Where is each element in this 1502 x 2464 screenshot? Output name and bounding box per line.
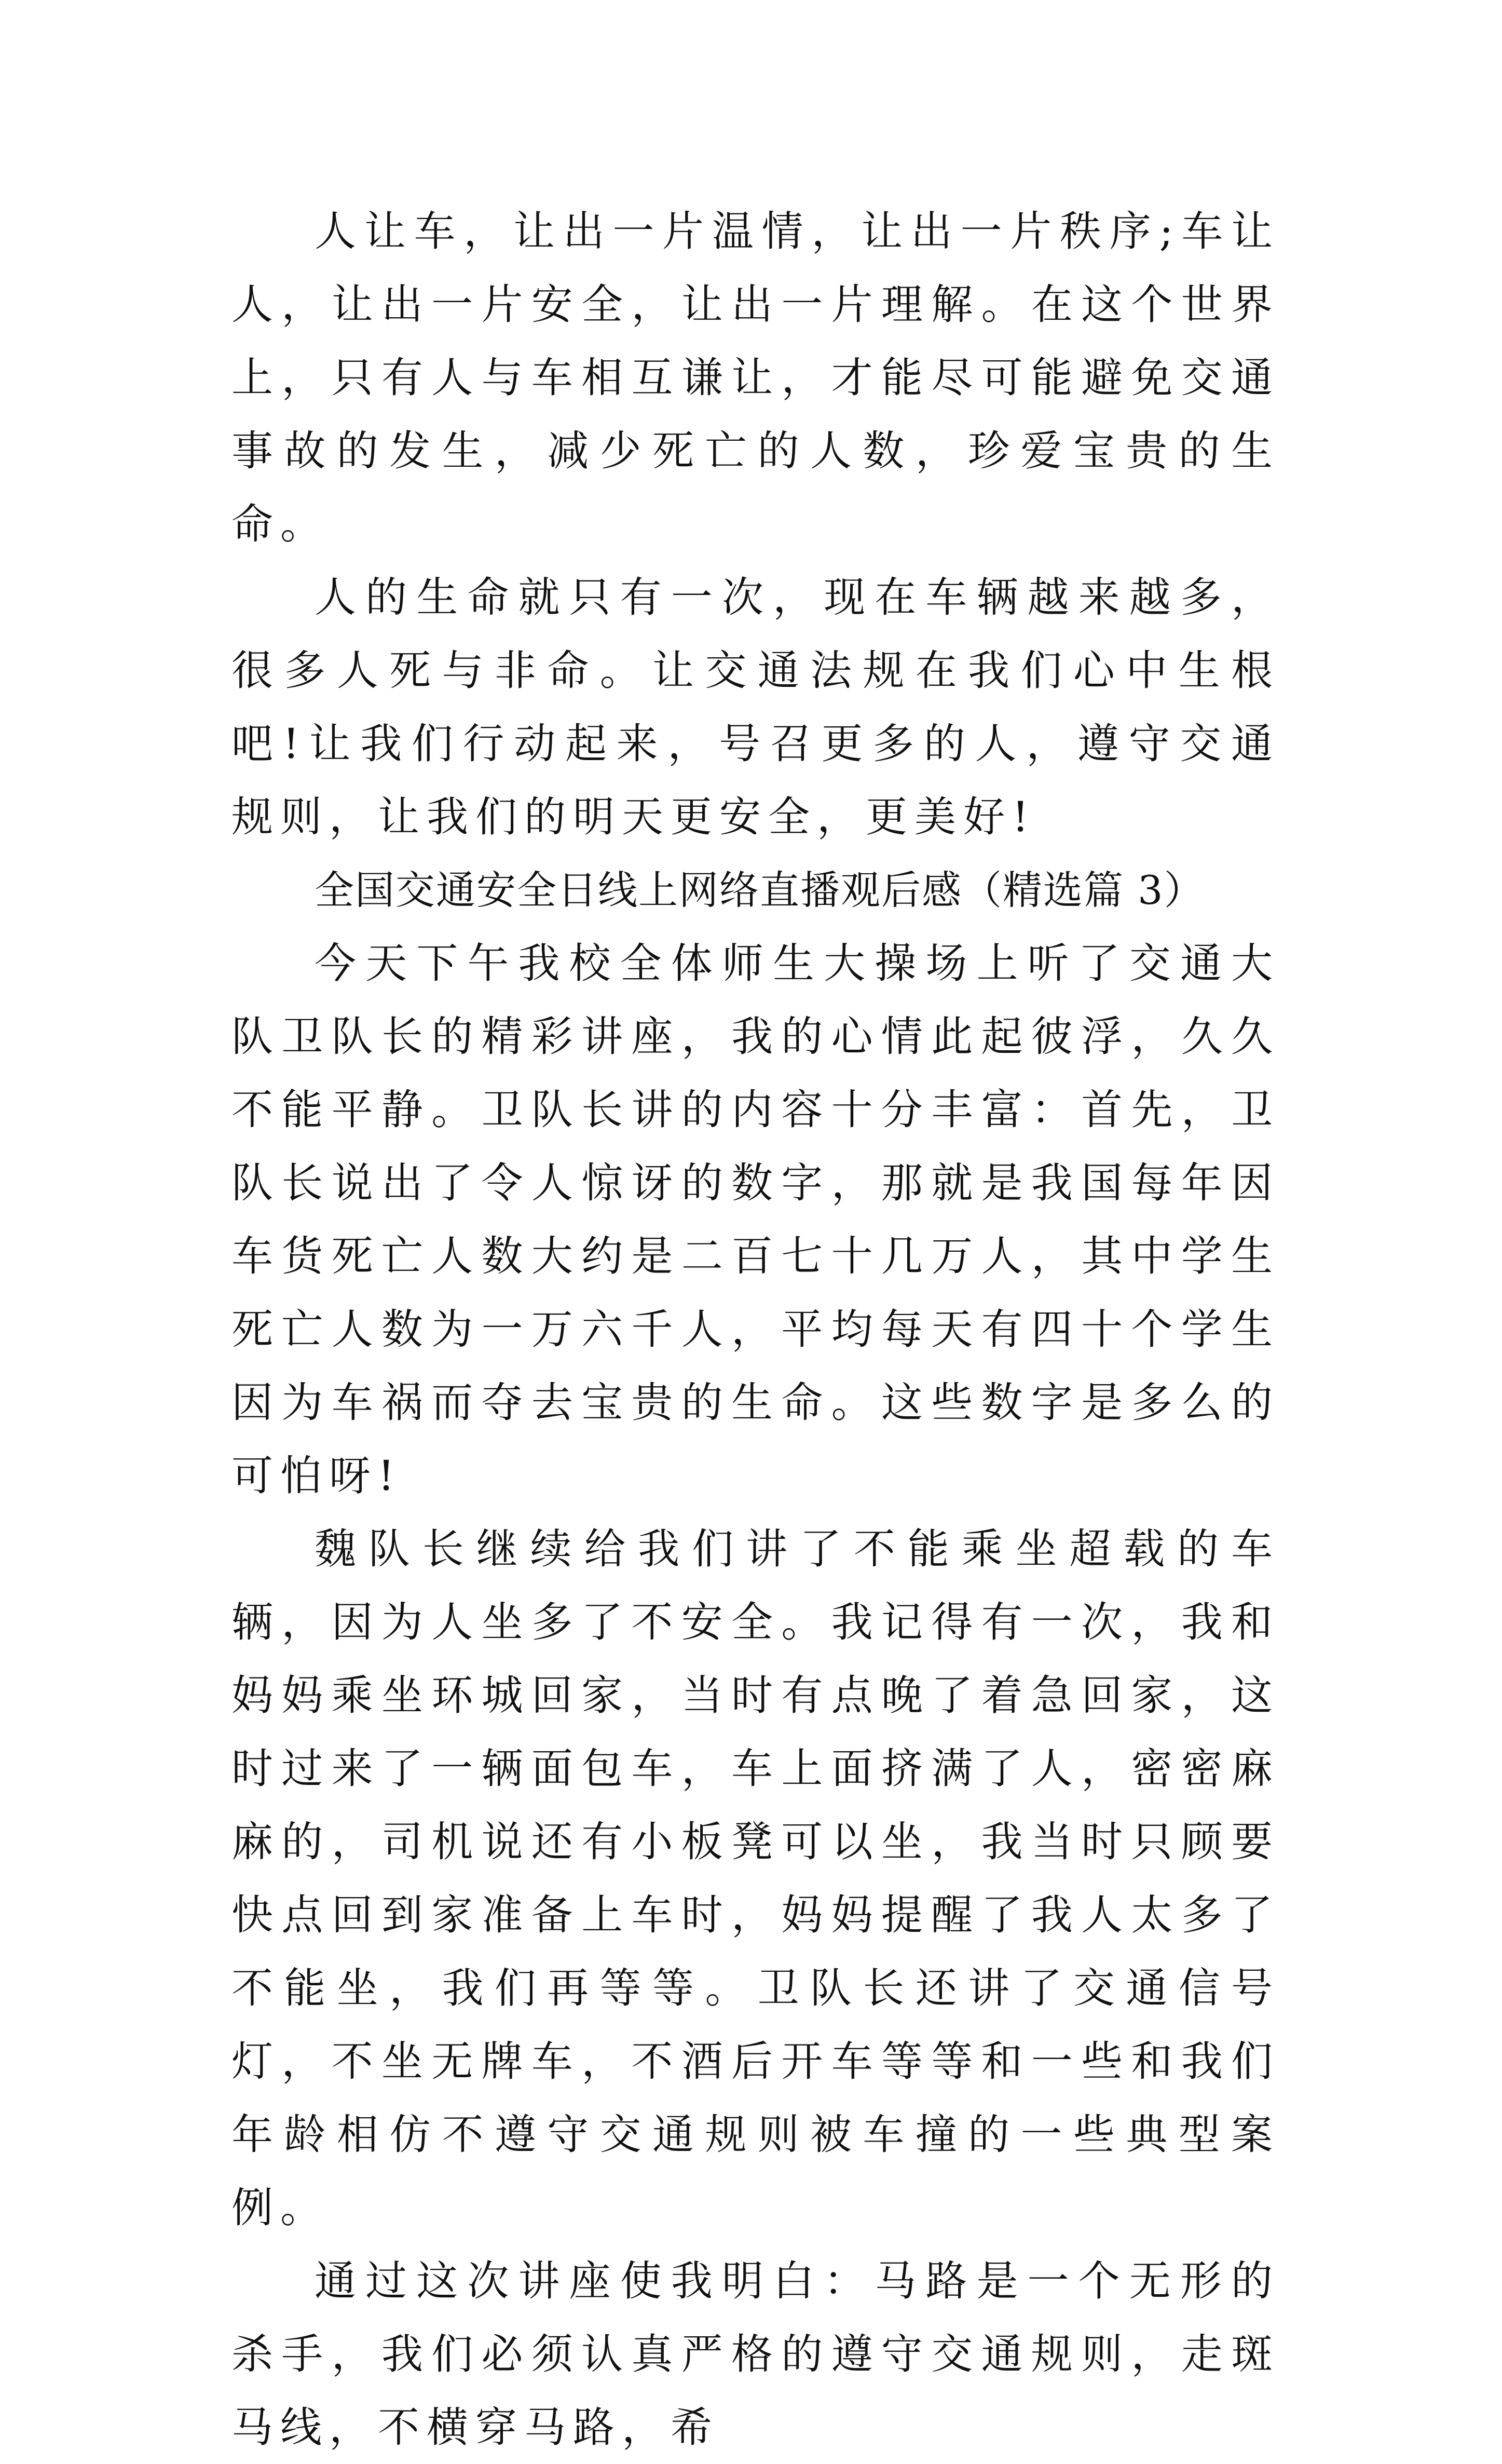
paragraph-courtesy: 人让车，让出一片温情，让出一片秩序;车让人，让出一片安全，让出一片理解。在这个世界上，只有人与车相互谦让，才能尽可能避免交通事故的发生，减少死亡的人数，珍爱宝贵的生命。 <box>231 207 1280 548</box>
section-title: 全国交通安全日线上网络直播观后感（精选篇 3） <box>315 867 1205 913</box>
paragraph-life-once: 人的生命就只有一次，现在车辆越来越多，很多人死与非命。让交通法规在我们心中生根吧!让我们行动起来，号召更多的人，遵守交通规则，让我们的明天更安全，更美好! <box>231 573 1280 841</box>
paragraph-lesson: 通过这次讲座使我明白：马路是一个无形的杀手，我们必须认真严格的遵守交通规则，走斑马线，不横穿马路，希 <box>231 2257 1280 2452</box>
paragraph-lecture: 今天下午我校全体师生大操场上听了交通大队卫队长的精彩讲座，我的心情此起彼浮，久久不能平静。卫队长讲的内容十分丰富：首先，卫队长说出了令人惊讶的数字，那就是我国每年因车货死亡人数大约是二百七十几万人，其中学生死亡人数为一万六千人，平均每天有四十个学生因为车祸而夺去宝贵的生命。这些数字是多么的可怕呀! <box>231 939 1280 1500</box>
body-text <box>231 195 1280 2464</box>
paragraph-overloaded-vehicle: 魏队长继续给我们讲了不能乘坐超载的车辆，因为人坐多了不安全。我记得有一次，我和妈妈乘坐环城回家，当时有点晚了着急回家，这时过来了一辆面包车，车上面挤满了人，密密麻麻的，司机说还有小板凳可以坐，我当时只顾要快点回到家准备上车时，妈妈提醒了我人太多了不能坐，我们再等等。卫队长还讲了交通信号灯，不坐无牌车，不酒后开车等等和一些和我们年龄相仿不遵守交通规则被车撞的一些典型案例。 <box>231 1525 1280 2232</box>
